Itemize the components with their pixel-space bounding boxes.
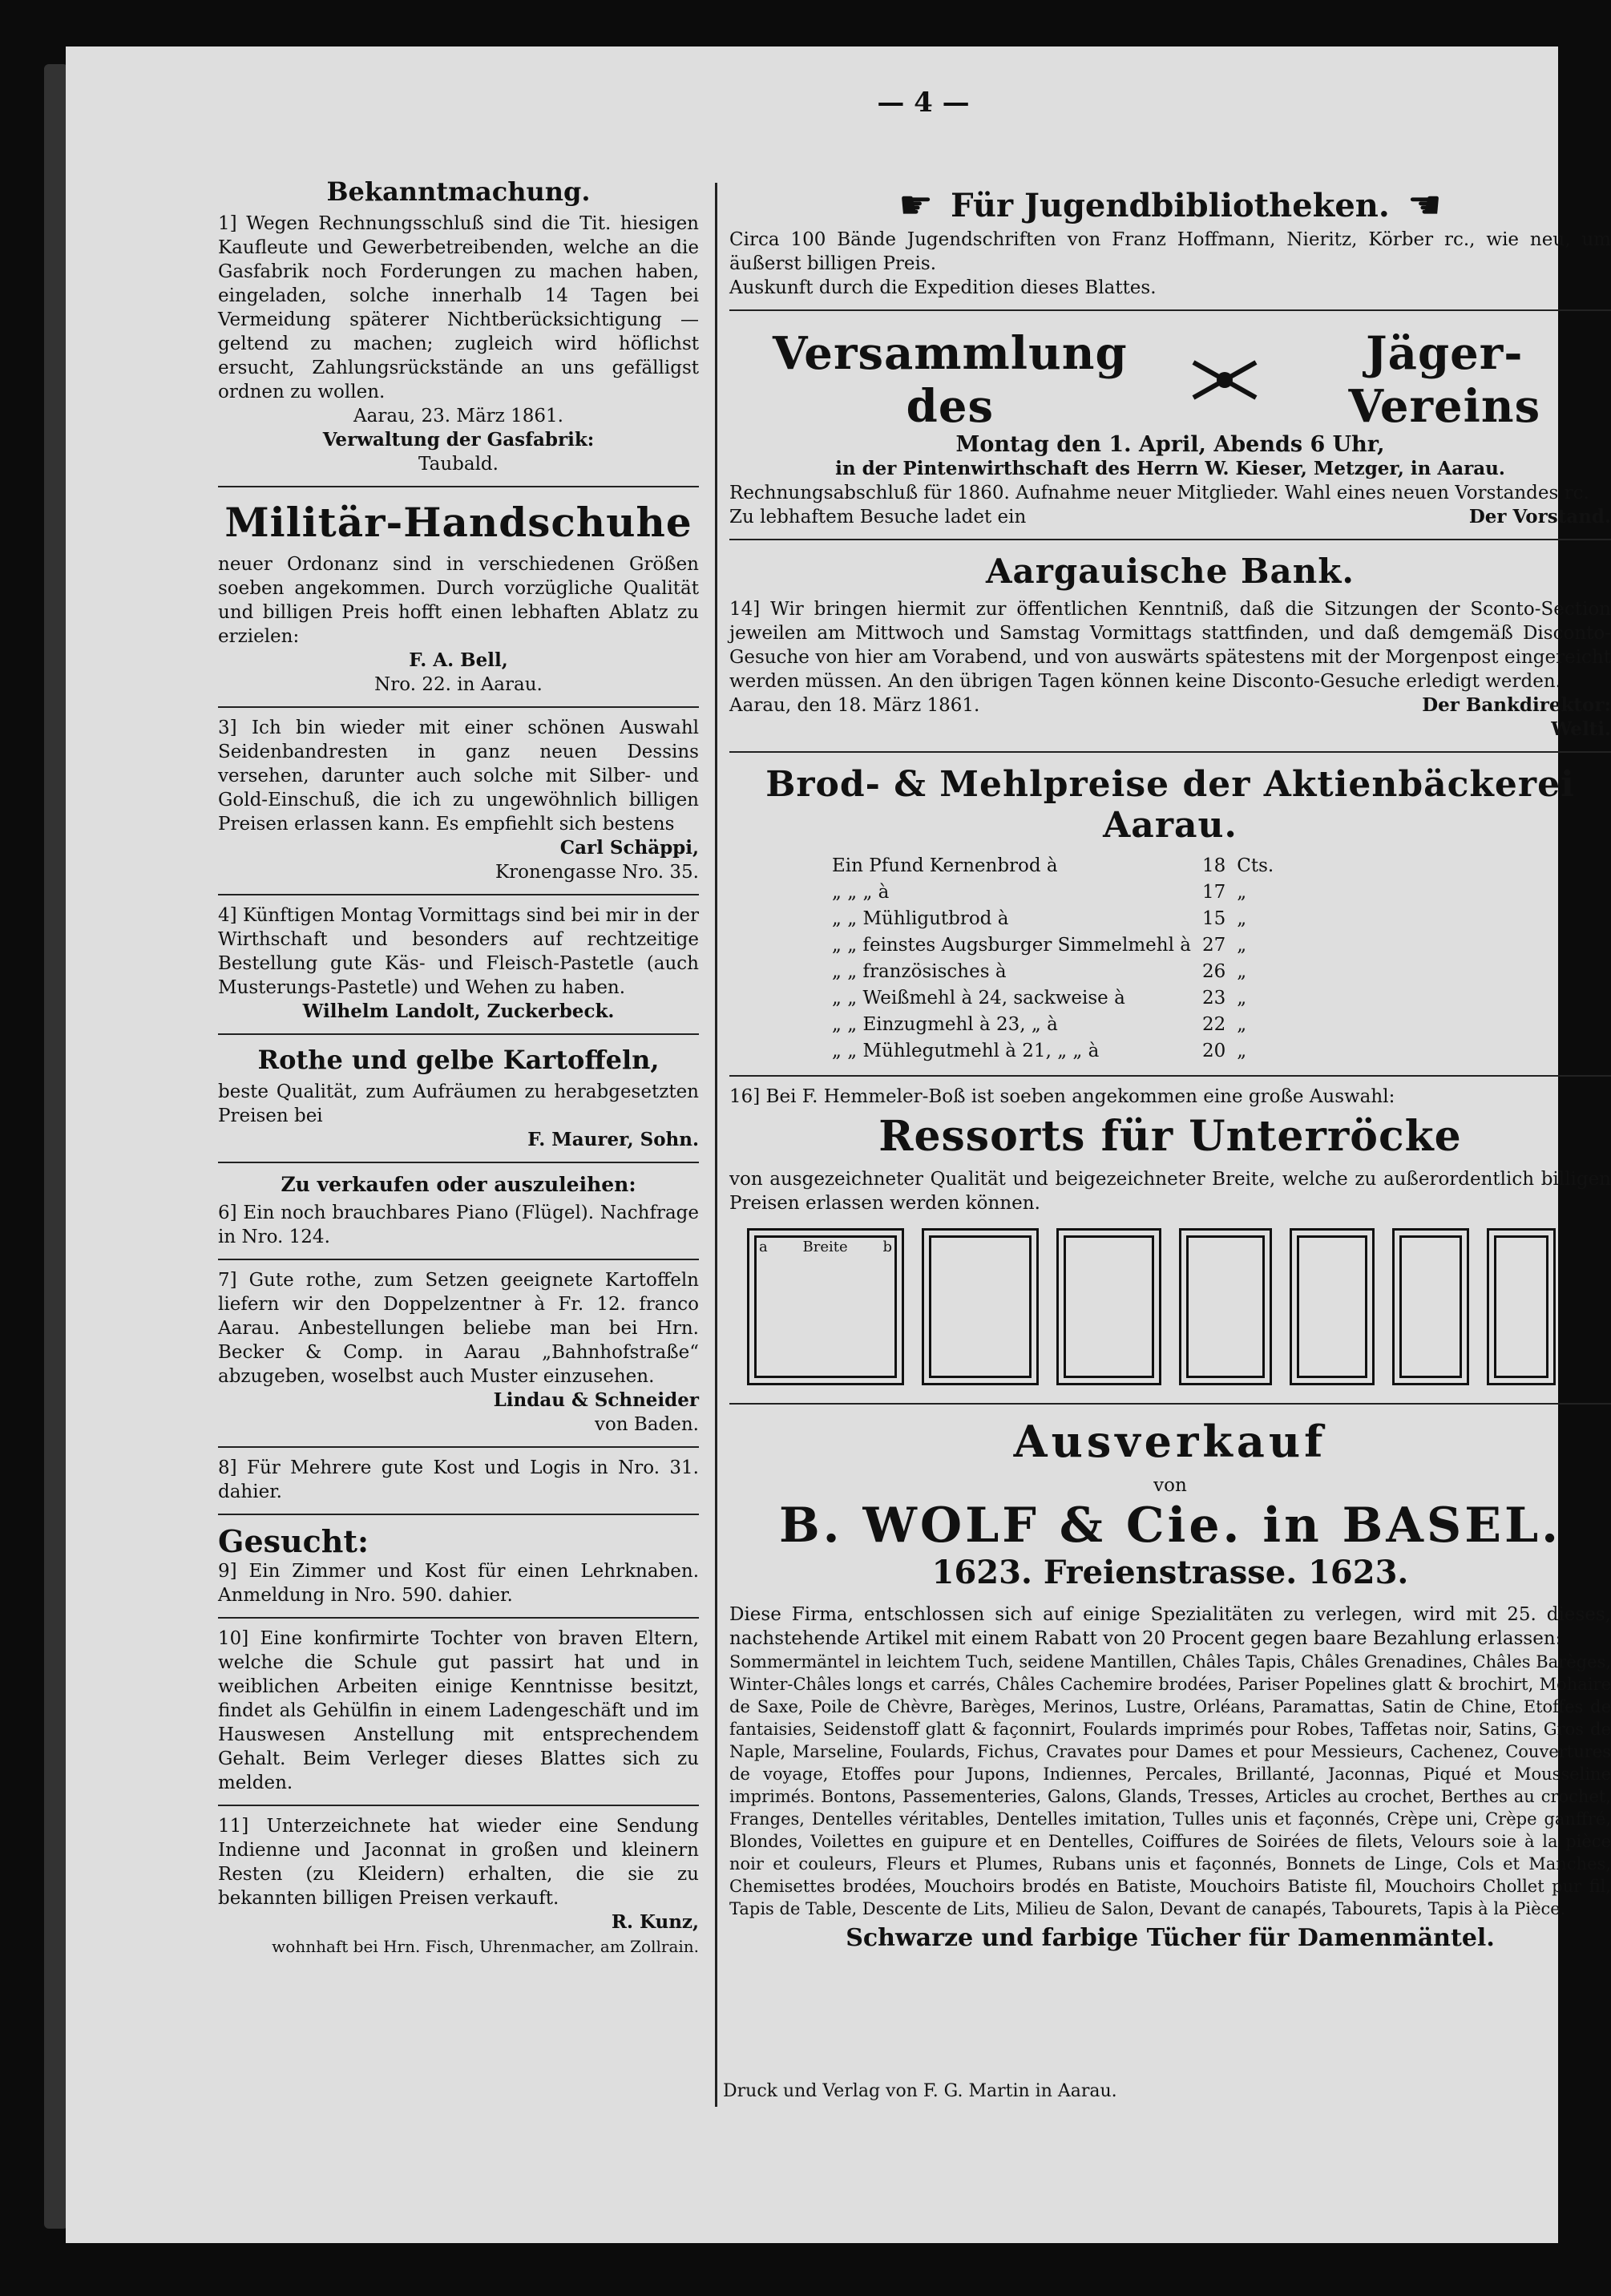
price-value: 22	[1201, 1014, 1226, 1035]
ad-address: Nro. 22. in Aarau.	[374, 674, 543, 695]
width-sample-box	[1392, 1228, 1469, 1385]
ad-shop-assistant	[218, 1619, 699, 1806]
ad-fabric-remnants	[218, 1806, 699, 1968]
meeting-place: in der Pintenwirthschaft des Herrn W. Kieser, Metzger, in Aarau.	[835, 458, 1505, 479]
ad-title: Militär-Handschuhe	[224, 499, 692, 546]
ad-signature-name: Welti.	[1551, 718, 1611, 740]
ad-title: Aargauische Bank.	[985, 552, 1355, 591]
price-value: 18	[1201, 855, 1226, 876]
ad-signature-name: Taubald.	[418, 454, 499, 475]
ad-title: Bekanntmachung.	[326, 176, 591, 207]
width-samples	[747, 1228, 1611, 1385]
ad-banner	[729, 327, 1611, 433]
price-unit: „	[1237, 1041, 1247, 1061]
ad-text: 10] Eine konfirmirte Tochter von braven Eltern, welche die Schule gut passirt hat und in weiblichen Arbeiten einige Kenntnisse besitzt, findet als Gehülfin in einem Ladengeschäft und im Hauswesen Anstellung mit entsprechendem Gehalt. Beim Verleger dieses Blattes sich zu melden.	[218, 1628, 699, 1793]
price-row	[827, 907, 1278, 932]
ad-title: Brod- & Mehlpreise der Aktienbäckerei Aarau.	[765, 764, 1575, 846]
ad-title: Für Jugendbibliotheken.	[951, 186, 1390, 224]
ad-intro: 16] Bei F. Hemmeler-Boß ist soeben angekommen eine große Auswahl:	[729, 1086, 1395, 1107]
ad-military-gloves	[218, 487, 699, 708]
ad-text: 14] Wir bringen hiermit zur öffentlichen Kenntniß, daß die Sitzungen der Sconto-Section jeweilen am Mittwoch und Samstag Vormittags stattfinden, und daß demgemäß Disconto-Gesuche von hier am Vorabend, und von auswärts spätestens mit der Morgenpost eingereicht werden müssen. An den übrigen Tagen können keine Disconto-Gesuche erledigt werden.	[729, 599, 1611, 692]
ad-text: 7] Gute rothe, zum Setzen geeignete Kartoffeln liefern wir den Doppelzentner à Fr. 12. franco Aarau. Anbestellungen beliebe man bei Hrn. Becker & Comp. in Aarau „Bahnhofstraße“ abzugeben, woselbst auch Muster einzusehen.	[218, 1270, 699, 1387]
width-sample-box	[1056, 1228, 1161, 1385]
price-item: Ein Pfund Kernenbrod à	[832, 855, 1058, 876]
ad-address: wohnhaft bei Hrn. Fisch, Uhrenmacher, am Zollrain.	[272, 1937, 699, 1956]
width-sample-box	[1290, 1228, 1375, 1385]
ad-date: Aarau, 23. März 1861.	[353, 406, 563, 426]
label-a: a	[759, 1239, 768, 1255]
price-unit: Cts.	[1237, 855, 1274, 876]
price-item: „ „ Einzugmehl à 23, „ à	[832, 1014, 1058, 1035]
label-width: Breite	[802, 1239, 848, 1255]
price-unit: „	[1237, 882, 1247, 903]
ad-von: von	[1153, 1475, 1187, 1496]
price-value: 23	[1201, 988, 1226, 1009]
page-number: — 4 —	[877, 87, 970, 119]
ad-bakery-prices	[729, 753, 1611, 1077]
price-value: 26	[1201, 961, 1226, 982]
ad-text: 4] Künftigen Montag Vormittags sind bei mir in der Wirthschaft und besonders auf rechtzeitige Bestellung gute Käs- und Fleisch-Pastetle (auch Musterungs-Pastetle) und Wehen zu haben.	[218, 905, 699, 998]
width-sample-box	[747, 1228, 904, 1385]
width-sample-box	[1179, 1228, 1272, 1385]
ad-signature: R. Kunz,	[611, 1911, 699, 1933]
ad-text: beste Qualität, zum Aufräumen zu herabgesetzten Preisen bei	[218, 1081, 699, 1126]
ad-title: Ressorts für Unterröcke	[878, 1112, 1462, 1161]
crossed-rifles-icon	[1189, 358, 1261, 402]
ad-signature: Verwaltung der Gasfabrik:	[322, 429, 595, 451]
price-item: „ „ feinstes Augsburger Simmelmehl à	[832, 935, 1191, 956]
ad-invite: Zu lebhaftem Besuche ladet ein	[729, 507, 1027, 528]
ad-signature: F. A. Bell,	[409, 649, 508, 671]
ad-title: Gesucht:	[218, 1523, 369, 1559]
price-value: 15	[1201, 908, 1226, 929]
ad-piano	[218, 1163, 699, 1260]
ad-signature-place: von Baden.	[594, 1414, 699, 1435]
ad-title-part: Versammlung des	[773, 327, 1128, 433]
ad-address: Kronengasse Nro. 35.	[495, 862, 699, 883]
price-unit: „	[1237, 988, 1247, 1009]
price-item: „ „ Mühligutbrod à	[832, 908, 1009, 929]
ad-date: Aarau, den 18. März 1861.	[729, 695, 980, 716]
ad-title: Zu verkaufen oder auszuleihen:	[281, 1173, 636, 1196]
price-row	[827, 1013, 1278, 1037]
ad-text: 3] Ich bin wieder mit einer schönen Auswahl Seidenbandresten in ganz neuen Dessins versehen, darunter auch solche mit Silber- und Gold-Einschuß, die ich zu ungewöhnlich billigen Preisen erlassen kann. Es empfiehlt sich bestens	[218, 718, 699, 835]
ad-text: 11] Unterzeichnete hat wieder eine Sendung Indienne und Jaconnat in großen und kleinern Resten (zu Kleidern) erhalten, die sie zu bekannten billigen Preisen verkauft.	[218, 1816, 699, 1909]
ad-signature: Wilhelm Landolt, Zuckerbeck.	[302, 1000, 615, 1022]
ad-seed-potatoes	[218, 1260, 699, 1448]
price-item: „ „ „ à	[832, 882, 890, 903]
ad-closing: Schwarze und farbige Tücher für Damenmäntel.	[846, 1924, 1495, 1952]
pointing-hand-left-icon: ☚	[1407, 183, 1442, 228]
sale-items: Sommermäntel in leichtem Tuch, seidene Mantillen, Châles Tapis, Châles Grenadines, Châles Barèges, Winter-Châles longs et carrés, Châles Cachemire brodées, Pariser Popelines glatt & brochirt, Mohaire de Saxe, Poile de Chèvre, Barèges, Merinos, Lustre, Orléans, Paramattas, Satin de Chine, Etoffes de fantaisies, Seidenstoff glatt & façonnirt, Foulards imprimés pour Robes, Taffetas noir, Satins, Gros de Naple, Marseline, Foulards, Fichus, Cravates pour Dames et pour Messieurs, Cachenez, Couvertures de voyage, Etoffes pour Jupons, Indiennes, Percales, Brillanté, Jaconnas, Piqué et Mousseline imprimés. Bontons, Passementeries, Galons, Glands, Tresses, Articles au crochet, Berthes au crochet, Franges, Dentelles véritables, Dentelles imitation, Tulles unis et façonnés, Crèpe uni, Crèpe ganffré, Blondes, Voilettes en guipure et en Dentelles, Coiffures de Soirées de filets, Velours soie à la pièce noir et couleurs, Fleurs et Plumes, Rubans unis et façonnés, Bonnets de Linge, Cols et Manches, Chemisettes brodées, Mouchoirs brodés en Batiste, Mouchoirs Batiste fil, Mouchoirs Chollet pur fil, Tapis de Table, Descente de Lits, Milieu de Salon, Devant de canapés, Tabourets, Tapis à la Pièce.	[729, 1652, 1611, 1918]
price-row	[827, 1039, 1278, 1064]
ad-potatoes	[218, 1035, 699, 1163]
book-binding	[44, 64, 68, 2229]
ad-text: von ausgezeichneter Qualität und beigezeichneter Breite, welche zu außerordentlich billigen Preisen erlassen werden können.	[729, 1169, 1611, 1214]
firm-address: 1623. Freienstrasse. 1623.	[931, 1554, 1409, 1591]
price-unit: „	[1237, 908, 1247, 929]
price-table	[826, 852, 1280, 1065]
width-sample-box	[1487, 1228, 1556, 1385]
price-item: „ „ Weißmehl à 24, sackweise à	[832, 988, 1125, 1009]
ad-title-part: Jäger-Vereins	[1348, 327, 1541, 433]
ad-pastries	[218, 895, 699, 1035]
width-sample-label	[749, 1231, 902, 1263]
column-divider	[715, 183, 717, 2107]
ad-text: 6] Ein noch brauchbares Piano (Flügel). Nachfrage in Nro. 124.	[218, 1203, 699, 1247]
left-column	[218, 167, 699, 1968]
price-unit: „	[1237, 1014, 1247, 1035]
ad-note: Auskunft durch die Expedition dieses Blattes.	[729, 277, 1157, 298]
ad-silk-ribbons	[218, 708, 699, 895]
price-value: 17	[1201, 882, 1226, 903]
price-value: 27	[1201, 935, 1226, 956]
meeting-date: Montag den 1. April, Abends 6 Uhr,	[955, 432, 1385, 457]
price-row	[827, 854, 1278, 879]
ad-signature: Der Vorstand.	[1468, 506, 1611, 528]
price-item: „ „ Mühlegutmehl à 21, „ „ à	[832, 1041, 1100, 1061]
ad-title: Rothe und gelbe Kartoffeln,	[257, 1045, 660, 1075]
price-row	[827, 933, 1278, 958]
ad-clearance-sale	[729, 1405, 1611, 1960]
newspaper-page	[66, 46, 1611, 2243]
ad-gasworks	[218, 167, 699, 487]
ad-skirt-springs	[729, 1077, 1611, 1405]
ad-footer	[729, 505, 1611, 529]
ad-text: Circa 100 Bände Jugendschriften von Franz Hoffmann, Nieritz, Körber rc., wie neu, um äußerst billigen Preis.	[729, 229, 1611, 274]
price-value: 20	[1201, 1041, 1226, 1061]
ad-signature: Lindau & Schneider	[493, 1389, 699, 1411]
ad-lodging	[218, 1448, 699, 1515]
price-unit: „	[1237, 961, 1247, 982]
ad-footer	[729, 693, 1611, 718]
ad-text: neuer Ordonanz sind in verschiedenen Größen soeben angekommen. Durch vorzügliche Qualität und billigen Preis hofft einen lebhaften Ablatz zu erzielen:	[218, 554, 699, 647]
ad-text: 8] Für Mehrere gute Kost und Logis in Nro. 31. dahier.	[218, 1457, 699, 1502]
price-row	[827, 880, 1278, 905]
ad-text: 1] Wegen Rechnungsschluß sind die Tit. hiesigen Kaufleute und Gewerbetreibenden, welche an die Gasfabrik noch Forderungen zu machen haben, eingeladen, solche innerhalb 14 Tagen bei Vermeidung späterer Nichtberücksichtigung — geltend zu machen; zugleich wird höflichst ersucht, Zahlungsrückstände an uns gefälligst ordnen zu wollen.	[218, 213, 699, 402]
price-row	[827, 960, 1278, 984]
pointing-hand-right-icon: ☛	[898, 183, 934, 228]
width-sample-box	[922, 1228, 1039, 1385]
ad-signature: Der Bankdirektor:	[1422, 694, 1611, 716]
ad-banner	[729, 183, 1611, 228]
price-unit: „	[1237, 935, 1247, 956]
ad-text: Rechnungsabschluß für 1860. Aufnahme neuer Mitglieder. Wahl eines neuen Vorstandes rc.	[729, 483, 1589, 503]
ad-hunters-association	[729, 311, 1611, 540]
ad-text: Diese Firma, entschlossen sich auf einige Spezialitäten zu verlegen, wird mit 25. dieses, nachstehende Artikel mit einem Rabatt von 20 Procent gegen baare Bezahlung erlassen:	[729, 1604, 1611, 1649]
ad-title: Ausverkauf	[1013, 1416, 1327, 1467]
label-b: b	[882, 1239, 892, 1255]
price-item: „ „ französisches à	[832, 961, 1007, 982]
ad-youth-library	[729, 167, 1611, 311]
price-row	[827, 986, 1278, 1011]
ad-wanted-room	[218, 1515, 699, 1619]
right-column	[729, 167, 1611, 1960]
imprint: Druck und Verlag von F. G. Martin in Aarau.	[723, 2081, 1117, 2101]
ad-signature: F. Maurer, Sohn.	[527, 1129, 699, 1150]
ad-text: 9] Ein Zimmer und Kost für einen Lehrknaben. Anmeldung in Nro. 590. dahier.	[218, 1561, 699, 1606]
ad-aargau-bank	[729, 540, 1611, 753]
firm-name: B. WOLF & Cie. in BASEL.	[778, 1498, 1562, 1554]
ad-signature: Carl Schäppi,	[559, 837, 699, 859]
